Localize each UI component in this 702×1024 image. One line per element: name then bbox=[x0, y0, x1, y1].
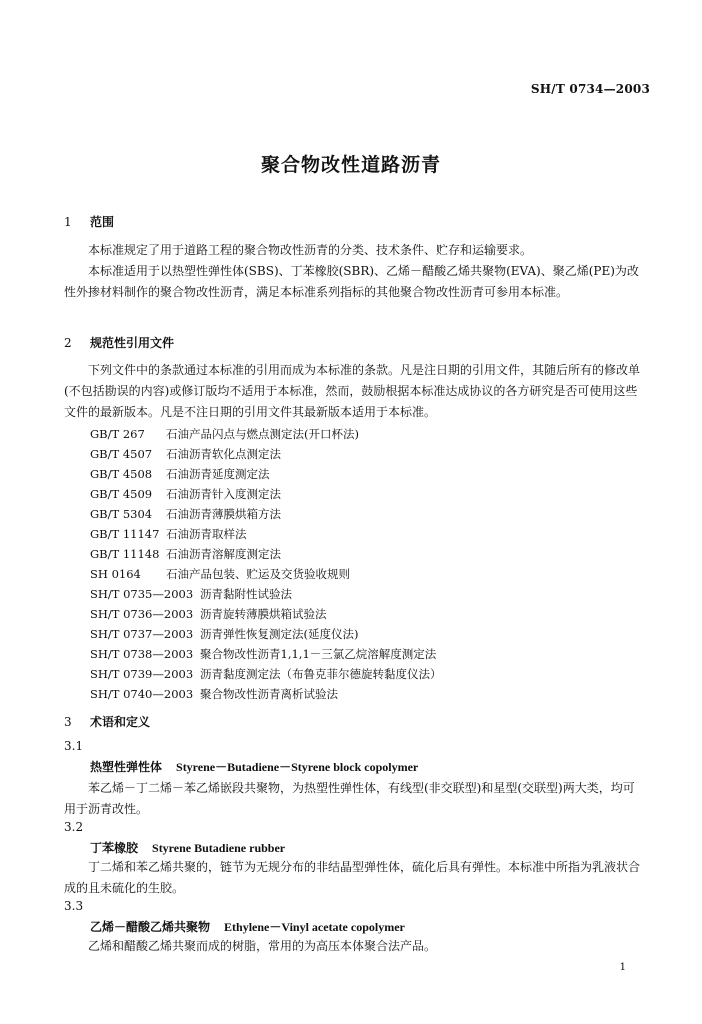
paragraph: 本标准适用于以热塑性弹性体(SBS)、丁苯橡胶(SBR)、乙烯－醋酸乙烯共聚物(EVA)、聚乙烯(PE)为改性外掺材料制作的聚合物改性沥青，满足本标准系列指标的其他聚合物改性沥青可参用本标准。 bbox=[64, 264, 639, 299]
reference-title: 石油沥青薄膜烘箱方法 bbox=[166, 507, 281, 521]
reference-code: SH/T 0738—2003 bbox=[90, 647, 194, 661]
reference-code: GB/T 4509 bbox=[90, 487, 153, 501]
reference-code: GB/T 5304 bbox=[90, 507, 153, 521]
reference-code: SH/T 0739—2003 bbox=[90, 667, 194, 681]
reference-title: 石油沥青溶解度测定法 bbox=[166, 547, 281, 561]
section-number: 3 bbox=[64, 715, 72, 729]
section-3-heading bbox=[64, 713, 150, 730]
reference-code: GB/T 11148 bbox=[90, 547, 160, 561]
reference-code: GB/T 11147 bbox=[90, 527, 160, 541]
reference-item bbox=[90, 646, 436, 662]
reference-item bbox=[90, 626, 358, 642]
definition-number: 3.1 bbox=[64, 739, 84, 753]
reference-title: 沥青黏度测定法（布鲁克菲尔德旋转黏度仪法） bbox=[200, 667, 442, 681]
reference-code: GB/T 4507 bbox=[90, 447, 153, 461]
section-title: 规范性引用文件 bbox=[90, 336, 175, 350]
term-english: Styrene－Butadiene－Styrene block copolymer bbox=[176, 760, 419, 774]
section-number: 1 bbox=[64, 215, 72, 229]
reference-item bbox=[90, 506, 281, 522]
definition-text: 苯乙烯－丁二烯－苯乙烯嵌段共聚物，为热塑性弹性体，有线型(非交联型)和星型(交联型)两大类，均可用于沥青改性。 bbox=[64, 781, 635, 816]
definition-number: 3.2 bbox=[64, 820, 84, 834]
reference-title: 聚合物改性沥青1,1,1－三氯乙烷溶解度测定法 bbox=[200, 647, 437, 661]
reference-item bbox=[90, 526, 247, 542]
reference-title: 沥青旋转薄膜烘箱试验法 bbox=[200, 607, 327, 621]
section-title: 术语和定义 bbox=[90, 715, 151, 729]
term-chinese: 乙烯－醋酸乙烯共聚物 bbox=[90, 920, 211, 934]
reference-title: 沥青黏附性试验法 bbox=[200, 587, 292, 601]
term-english: Ethylene－Vinyl acetate copolymer bbox=[224, 920, 405, 934]
term-chinese: 热塑性弹性体 bbox=[90, 760, 163, 774]
reference-title: 石油产品闪点与燃点测定法(开口杯法) bbox=[166, 427, 359, 441]
term-english: Styrene Butadiene rubber bbox=[152, 841, 286, 855]
reference-item bbox=[90, 586, 292, 602]
reference-title: 沥青弹性恢复测定法(延度仪法) bbox=[200, 627, 359, 641]
reference-title: 聚合物改性沥青离析试验法 bbox=[200, 687, 338, 701]
definition-term bbox=[90, 839, 285, 856]
reference-code: SH 0164 bbox=[90, 567, 141, 581]
definition-text: 乙烯和醋酸乙烯共聚而成的树脂，常用的为高压本体聚合法产品。 bbox=[88, 939, 437, 953]
reference-title: 石油沥青延度测定法 bbox=[166, 467, 270, 481]
section-number: 2 bbox=[64, 336, 72, 350]
reference-item bbox=[90, 486, 281, 502]
page-number: 1 bbox=[619, 962, 626, 973]
reference-item bbox=[90, 686, 338, 702]
reference-title: 石油产品包装、贮运及交货验收规则 bbox=[166, 567, 350, 581]
definition-text: 丁二烯和苯乙烯共聚的，链节为无规分布的非结晶型弹性体，硫化后具有弹性。本标准中所指为乳液状合成的且未硫化的生胶。 bbox=[64, 860, 641, 895]
section-title: 范围 bbox=[90, 215, 115, 229]
reference-title: 石油沥青针入度测定法 bbox=[166, 487, 281, 501]
reference-code: GB/T 267 bbox=[90, 427, 145, 441]
reference-title: 石油沥青取样法 bbox=[166, 527, 247, 541]
reference-code: SH/T 0736—2003 bbox=[90, 607, 194, 621]
document-title: 聚合物改性道路沥青 bbox=[260, 154, 441, 176]
reference-item bbox=[90, 606, 327, 622]
reference-item bbox=[90, 546, 281, 562]
definition-number: 3.3 bbox=[64, 899, 84, 913]
reference-code: SH/T 0737—2003 bbox=[90, 627, 194, 641]
paragraph: 本标准规定了用于道路工程的聚合物改性沥青的分类、技术条件、贮存和运输要求。 bbox=[88, 243, 533, 257]
reference-item bbox=[90, 446, 281, 462]
section-1-heading bbox=[64, 213, 114, 230]
reference-item bbox=[90, 426, 359, 442]
definition-term bbox=[90, 758, 418, 775]
reference-code: GB/T 4508 bbox=[90, 467, 153, 481]
paragraph: 下列文件中的条款通过本标准的引用而成为本标准的条款。凡是注日期的引用文件，其随后所有的修改单(不包括勘误的内容)或修订版均不适用于本标准，然而，鼓励根据本标准达成协议的各方研究是否可使用这些文件的最新版本。凡是不注日期的引用文件其最新版本适用于本标准。 bbox=[64, 363, 641, 419]
reference-code: SH/T 0735—2003 bbox=[90, 587, 194, 601]
reference-title: 石油沥青软化点测定法 bbox=[166, 447, 281, 461]
reference-item bbox=[90, 566, 350, 582]
standard-code: SH/T 0734—2003 bbox=[530, 82, 650, 96]
term-chinese: 丁苯橡胶 bbox=[90, 841, 139, 855]
section-2-heading bbox=[64, 334, 174, 351]
definition-term bbox=[90, 918, 405, 935]
reference-item bbox=[90, 666, 442, 682]
reference-code: SH/T 0740—2003 bbox=[90, 687, 194, 701]
reference-item bbox=[90, 466, 270, 482]
